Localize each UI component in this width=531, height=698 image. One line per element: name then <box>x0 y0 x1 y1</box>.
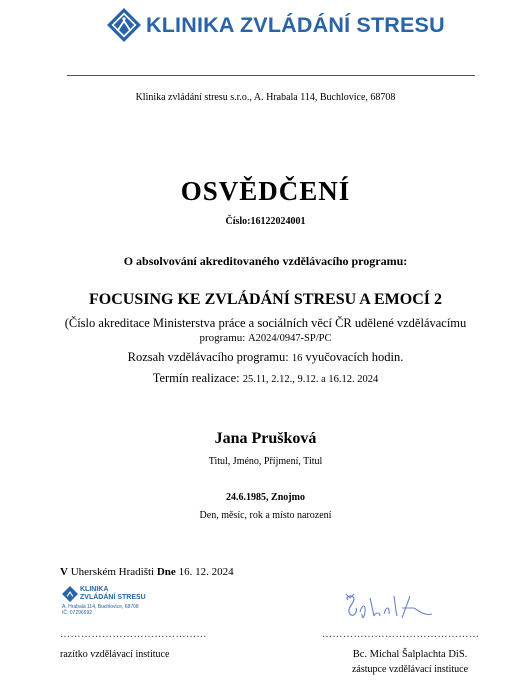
accreditation-code-line <box>0 332 531 344</box>
diamond-logo-icon <box>107 8 141 42</box>
stamp-caption: razítko vzdělávací instituce <box>60 649 170 660</box>
signatory-name: Bc. Michal Šalplachta DiS. <box>352 649 468 660</box>
stamp-address-line1: A. Hrabala 114, Buchlovice, 68708 <box>62 604 139 610</box>
certificate-title: OSVĚDČENÍ <box>180 176 351 206</box>
certificate-subtitle: O absolvování akreditovaného vzdělávacího programu: <box>123 254 408 268</box>
term-label: Termín realizace: <box>152 371 243 385</box>
handwritten-signature <box>340 590 440 626</box>
scope-hours: 16 <box>291 353 303 364</box>
header-divider <box>67 75 475 76</box>
scope-label: Rozsah vzdělávacího programu: <box>127 350 292 364</box>
program-scope <box>0 350 531 365</box>
participant-name-caption: Titul, Jméno, Příjmení, Titul <box>208 456 323 467</box>
participant-name: Jana Prušková <box>214 430 317 447</box>
date-label: Dne <box>156 566 176 578</box>
accreditation-line: (Číslo akreditace Ministerstva práce a sociálních věcí ČR udělené vzdělávacímu <box>64 316 467 330</box>
stamp-address-line2: IČ: 07296592 <box>62 610 93 616</box>
stamp-name-line2: ZVLÁDÁNÍ STRESU <box>80 594 146 601</box>
term-dates: 25.11, 2.12., 9.12. a 16.12. 2024 <box>242 374 379 385</box>
stamp-signature-line: …………………………………… <box>60 629 207 640</box>
accreditation-label: programu: <box>199 332 249 344</box>
scope-suffix: vyučovacích hodin. <box>302 350 404 364</box>
stamp-name <box>80 586 146 602</box>
participant-birth: 24.6.1985, Znojmo <box>226 492 305 503</box>
clinic-address: Klinika zvládání stresu s.r.o., A. Hrabala 114, Buchlovice, 68708 <box>135 92 396 103</box>
place-name: Uherském Hradišti <box>67 566 157 578</box>
participant-birth-caption: Den, měsíc, rok a místo narození <box>199 510 332 521</box>
clinic-logo <box>107 8 445 42</box>
stamp-address <box>62 604 139 616</box>
institution-stamp <box>62 586 172 622</box>
program-term <box>0 371 531 386</box>
place-date-line <box>60 566 234 578</box>
stamp-name-line1: KLINIKA <box>80 586 109 593</box>
certificate-number: Číslo:16122024001 <box>225 216 306 227</box>
program-name: FOCUSING KE ZVLÁDÁNÍ STRESU A EMOCÍ 2 <box>89 291 442 308</box>
signatory-role: zástupce vzdělávací instituce <box>351 664 469 675</box>
logo-text: KLINIKA ZVLÁDÁNÍ STRESU <box>146 12 445 37</box>
place-prefix: V <box>60 566 68 578</box>
signature-line: ……………………………………… <box>322 629 480 640</box>
stamp-logo-icon <box>62 586 78 602</box>
issue-date: 16. 12. 2024 <box>175 566 234 578</box>
accreditation-code: A2024/0947-SP/PC <box>248 333 332 344</box>
